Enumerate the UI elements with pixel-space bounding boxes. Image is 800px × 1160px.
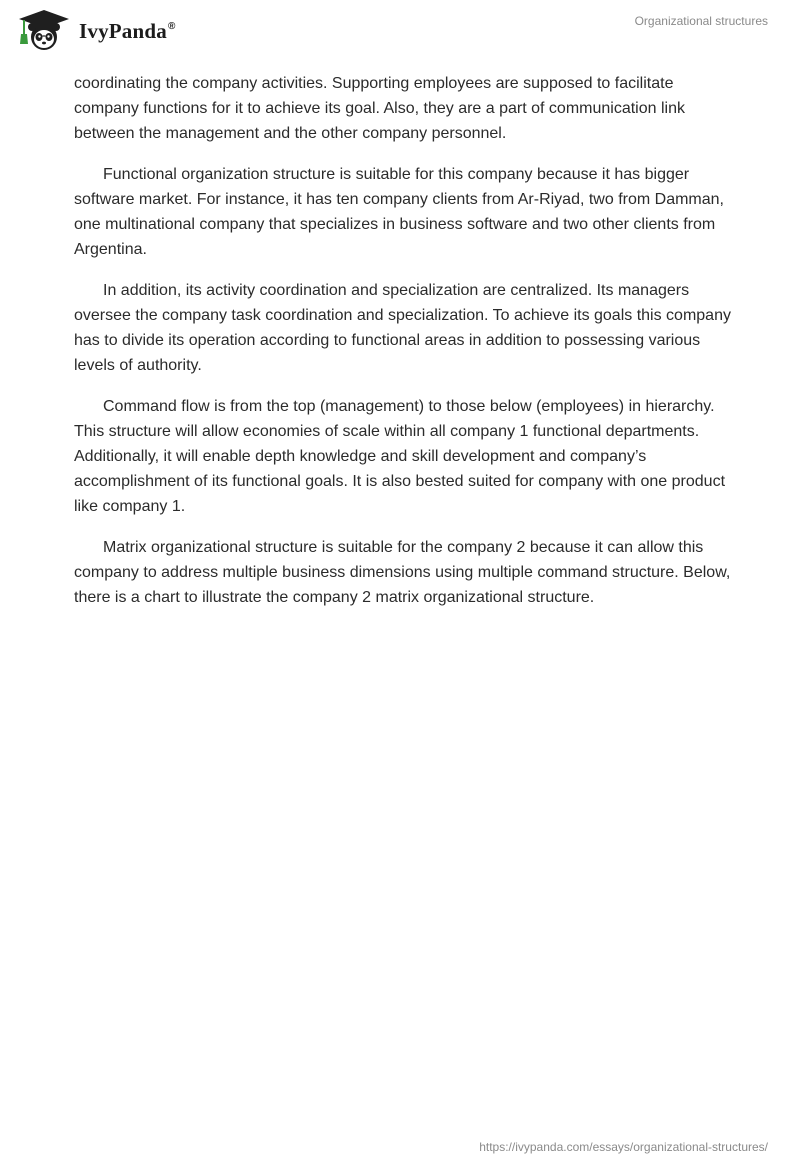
paragraph-1: coordinating the company activities. Supporting employees are supposed to facilitate company functions for it to achieve its goal. Also, they are a part of communication link between the management and the other company personnel. <box>74 75 685 142</box>
registered-mark: ® <box>167 20 176 32</box>
ivypanda-logo[interactable] <box>15 8 176 52</box>
brand-name: IvyPanda® <box>79 18 176 43</box>
paragraph-4: Command flow is from the top (management) to those below (employees) in hierarchy. This structure will allow economies of scale within all company 1 functional departments. Additionally, it will enable depth knowledge and skill development and company’s accomplishment of its functional goals. It is also bested suited for company with one product like company 1. <box>74 398 726 515</box>
paragraph-2: Functional organization structure is suitable for this company because it has bigger software market. For instance, it has ten company clients from Ar-Riyad, two from Damman, one multinational company that specializes in business software and two other clients from Argentina. <box>74 166 724 258</box>
document-title: Organizational structures <box>634 14 768 28</box>
paragraph-5: Matrix organizational structure is suitable for the company 2 because it can allow this company to address multiple business dimensions using multiple command structure. Below, there is a chart to illustrate the company 2 matrix organizational structure. <box>74 539 731 606</box>
essay-body <box>74 71 734 626</box>
source-url-link[interactable]: https://ivypanda.com/essays/organizational-structures/ <box>479 1140 768 1154</box>
paragraph-3: In addition, its activity coordination and specialization are centralized. Its managers oversee the company task coordination and specialization. To achieve its goals this company has to divide its operation according to functional areas in addition to possessing various levels of authority. <box>74 282 731 374</box>
panda-graduate-icon <box>15 8 73 52</box>
